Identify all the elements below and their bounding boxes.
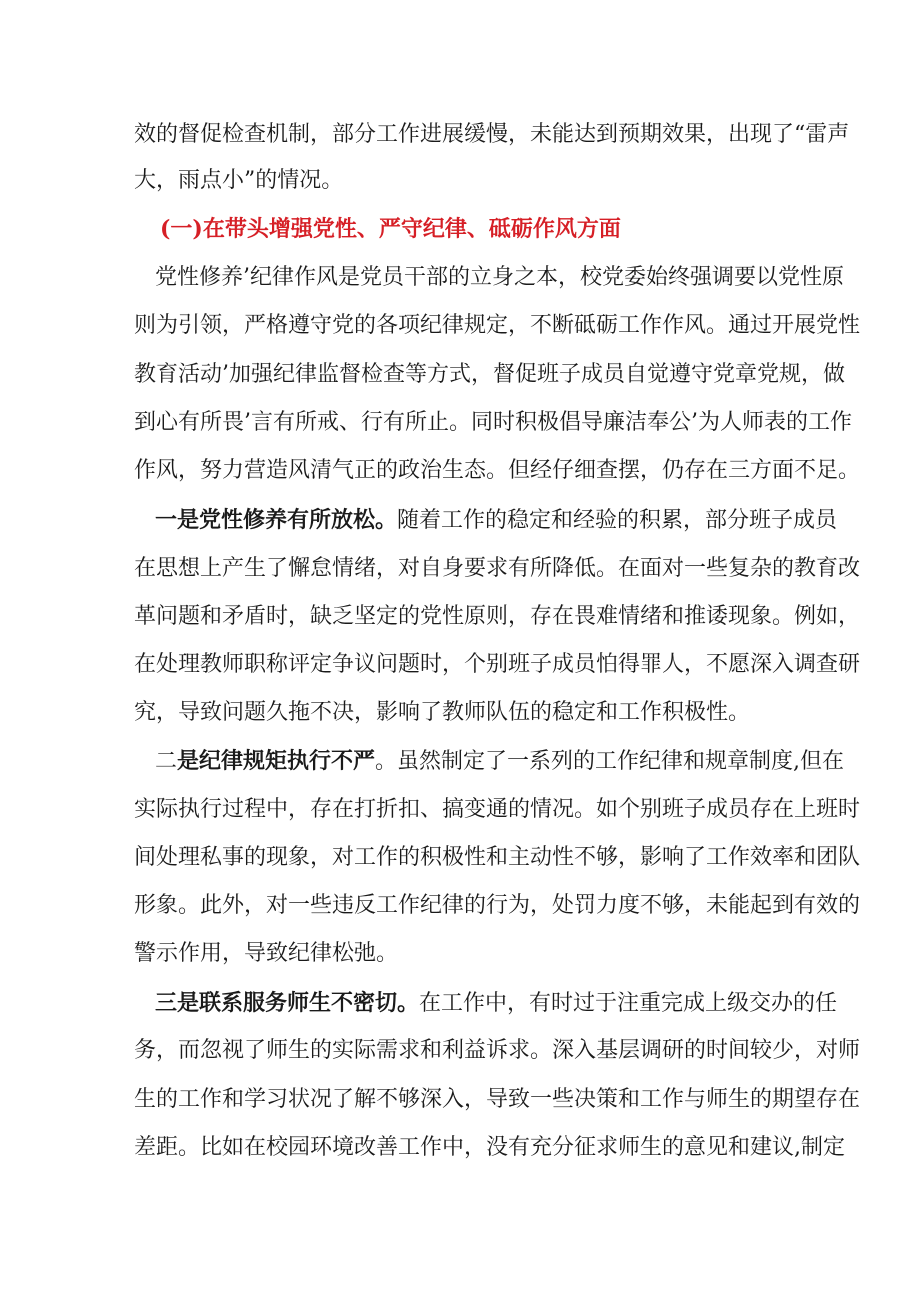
body-text-line: 革问题和矛盾时，缺乏坚定的党性原则，存在畏难情绪和推诿现象。例如， xyxy=(134,604,861,629)
body-text-line: 形象。此外，对一些违反工作纪律的行为，处罚力度不够，未能起到有效的 xyxy=(134,893,861,918)
paragraph-text: 随着工作的稳定和经验的积累，部分班子成员 xyxy=(397,508,838,533)
body-text-line: 到心有所畏’言有所戒、行有所止。同时积极倡导廉洁奉公’为人师表的工作 xyxy=(134,410,852,435)
body-text-line: 生的工作和学习状况了解不够深入，导致一些决策和工作与师生的期望存在 xyxy=(134,1087,861,1112)
body-text-line xyxy=(155,505,838,536)
body-text-line: 在处理教师职称评定争议问题时，个别班子成员怕得罪人，不愿深入调查研 xyxy=(134,652,861,677)
body-text-line: 究，导致问题久拖不决，影响了教师队伍的稳定和工作积极性。 xyxy=(134,700,751,725)
body-text-line: 在思想上产生了懈怠情绪，对自身要求有所降低。在面对一些复杂的教育改 xyxy=(134,556,861,581)
paragraph-text: 在工作中，有时过于注重完成上级交办的任 xyxy=(419,991,838,1016)
body-text-line: 教育活动’加强纪律监督检查等方式，督促班子成员自觉遵守党章党规，做 xyxy=(134,362,845,387)
body-text-line: 效的督促检查机制，部分工作进展缓慢，未能达到预期效果，出现了“雷声 xyxy=(134,122,850,147)
body-text-line: 务，而忽视了师生的实际需求和利益诉求。深入基层调研的时间较少，对师 xyxy=(134,1038,861,1063)
paragraph-lead: 三是联系服务师生不密切。 xyxy=(155,990,420,1016)
section-heading: (一)在带头增强党性、严守纪律、砥砺作风方面 xyxy=(160,216,621,242)
body-text-line: 党性修养’纪律作风是党员干部的立身之本，校党委始终强调要以党性原 xyxy=(155,265,844,290)
body-text-line: 作风，努力营造风清气正的政治生态。但经仔细查摆，仍存在三方面不足。 xyxy=(134,458,861,483)
paragraph-lead: 一是党性修养有所放松。 xyxy=(155,507,398,533)
body-text-line xyxy=(155,746,845,777)
body-text-line: 大，雨点小”的情况。 xyxy=(134,168,344,193)
body-text-line: 差距。比如在校园环境改善工作中，没有充分征求师生的意见和建议,制定 xyxy=(134,1135,845,1160)
body-text-line: 警示作用，导致纪律松弛。 xyxy=(134,941,399,966)
body-text-line: 实际执行过程中，存在打折扣、搞变通的情况。如个别班子成员存在上班时 xyxy=(134,797,861,822)
body-text-line: 则为引领，严格遵守党的各项纪律规定，不断砥砺工作作风。通过开展党性 xyxy=(134,313,861,338)
body-text-line xyxy=(155,988,838,1019)
paragraph-lead-number: 二 xyxy=(155,749,178,774)
paragraph-text: 。虽然制定了一系列的工作纪律和规章制度,但在 xyxy=(375,749,845,774)
body-text-line: 间处理私事的现象，对工作的积极性和主动性不够，影响了工作效率和团队 xyxy=(134,845,861,870)
paragraph-lead: 是纪律规矩执行不严 xyxy=(177,748,376,774)
